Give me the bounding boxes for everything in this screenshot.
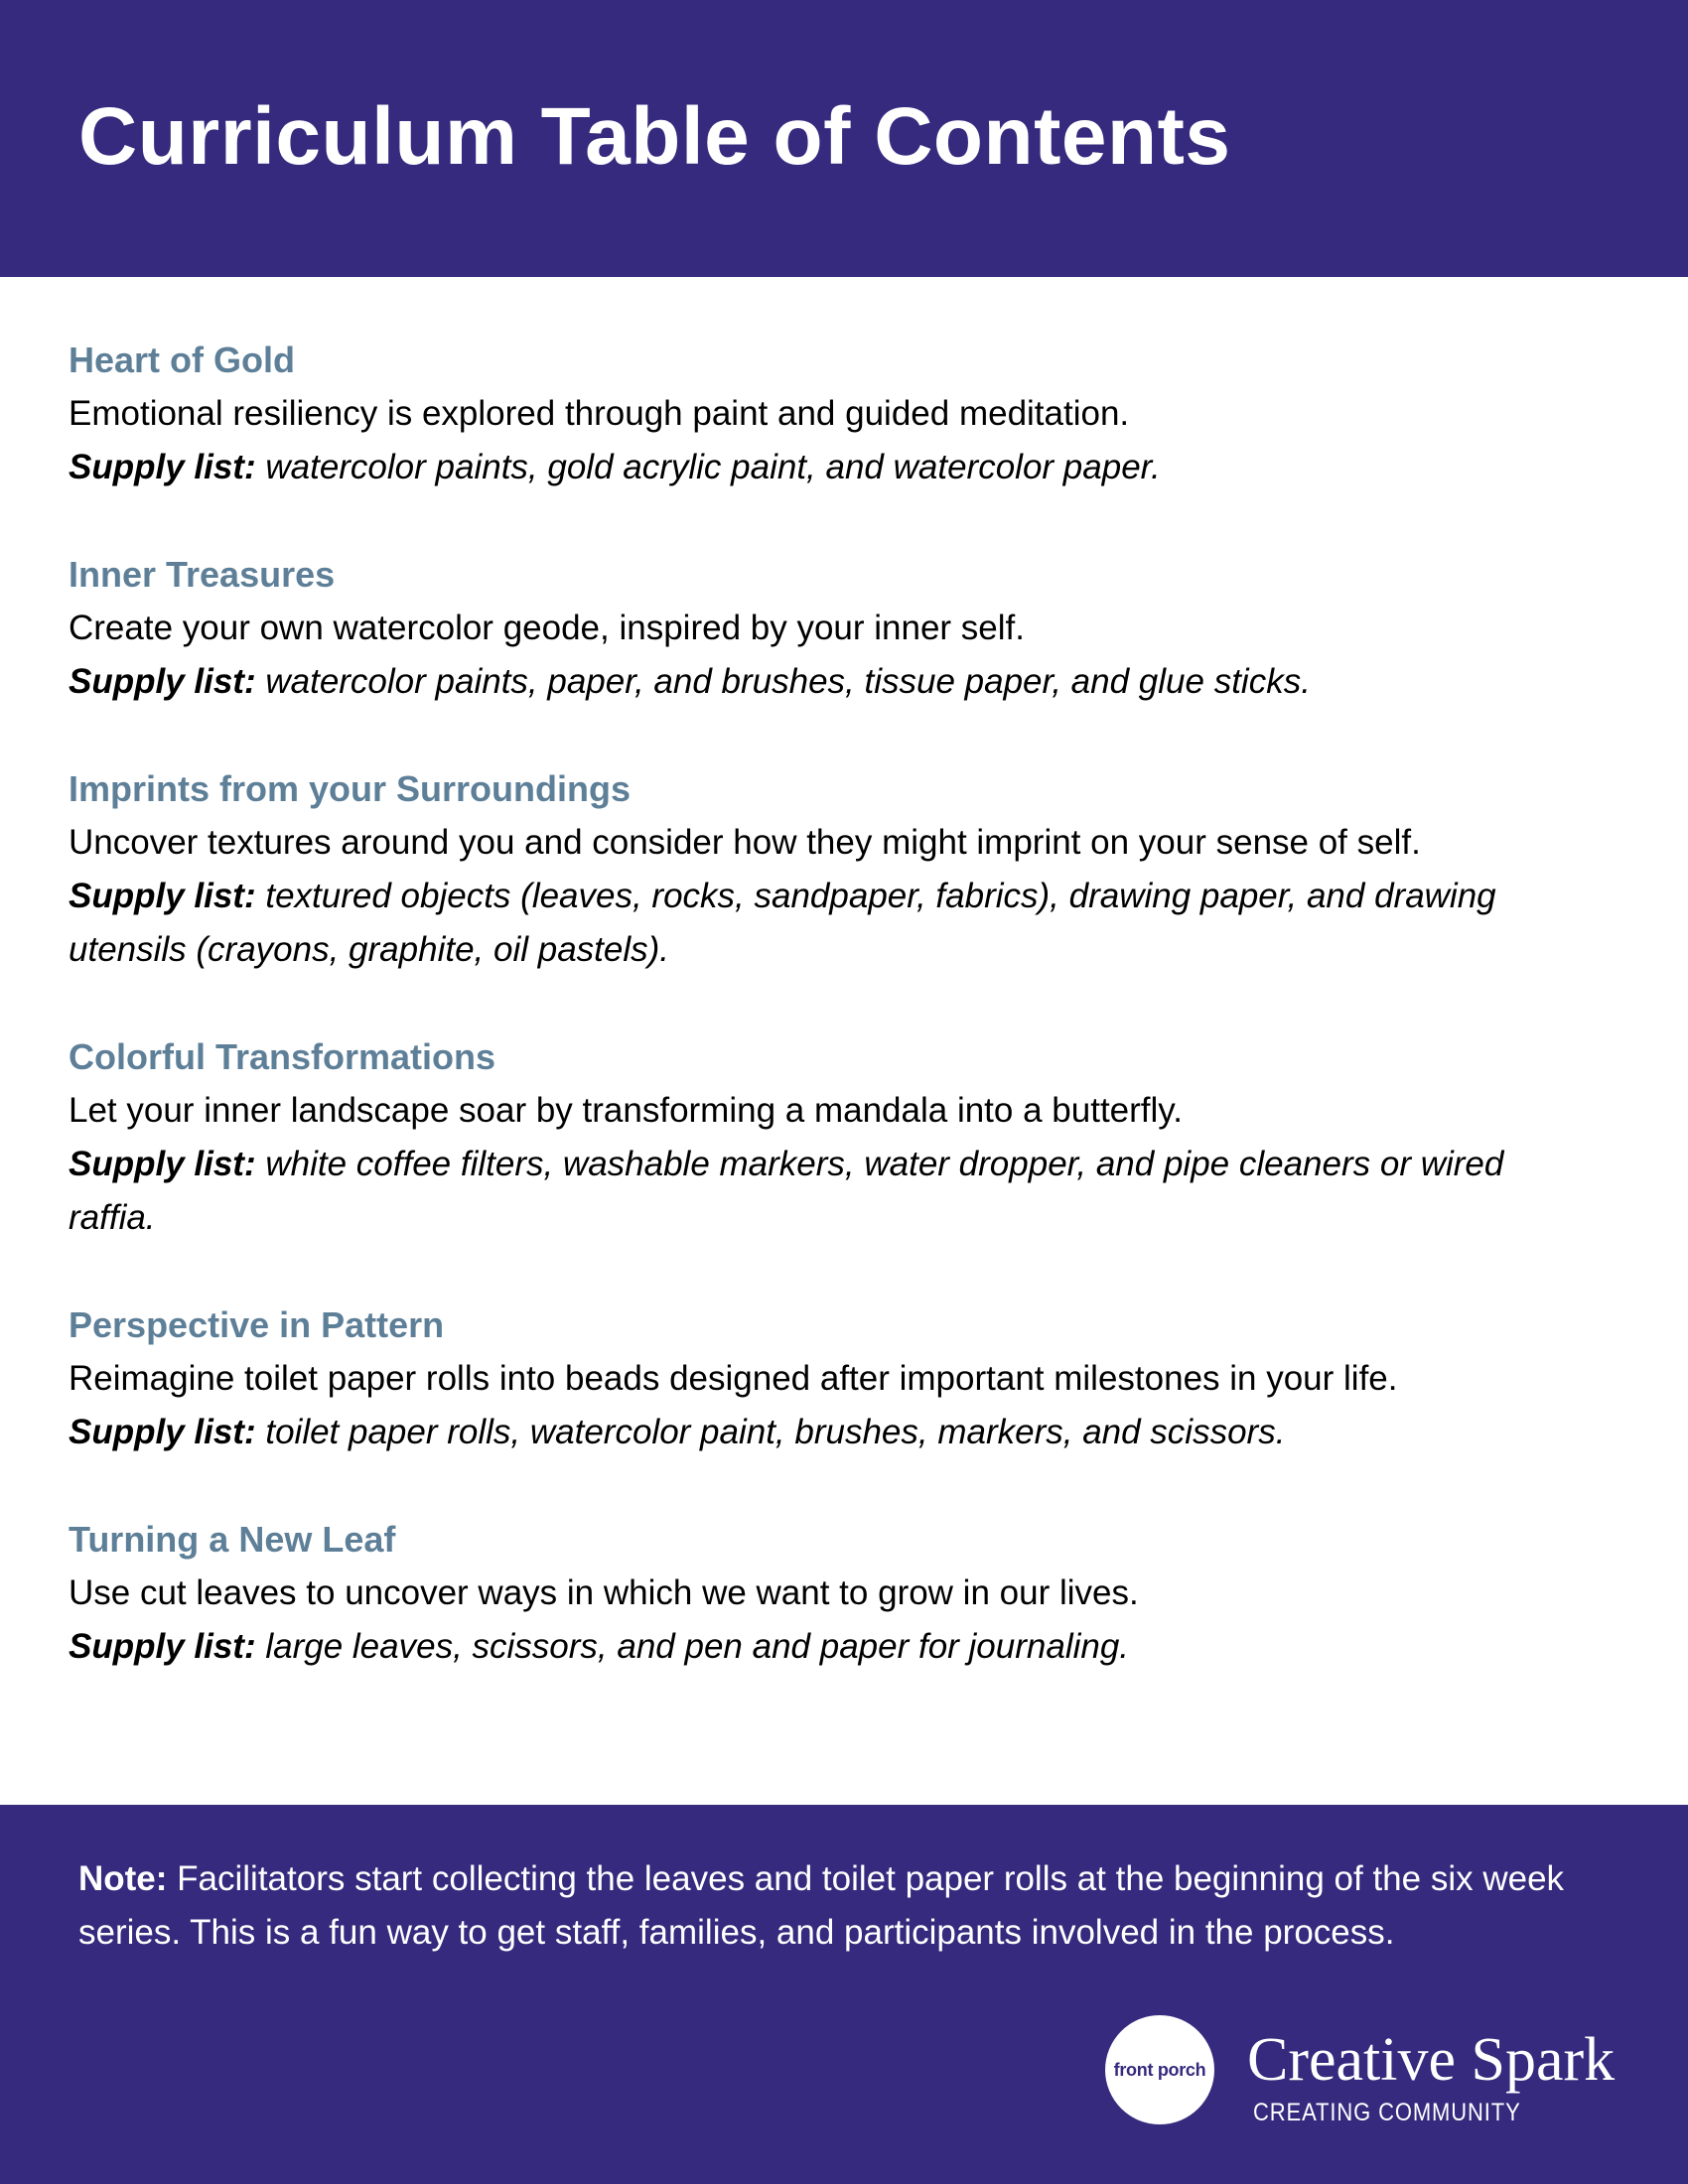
section-title: Imprints from your Surroundings: [69, 768, 632, 809]
curriculum-section: [69, 1030, 1578, 1245]
supply-list-text: large leaves, scissors, and pen and paper for journaling.: [255, 1627, 1130, 1666]
curriculum-section: [69, 762, 1578, 977]
curriculum-section: [69, 334, 1578, 494]
front-porch-logo: [1105, 2015, 1214, 2124]
brand-tagline: CREATING COMMUNITY: [1253, 2099, 1521, 2126]
note-text: Facilitators start collecting the leaves and toilet paper rolls at the beginning of the six week series. This is a fun way to get staff, families, and participants involved in the process.: [78, 1859, 1565, 1952]
curriculum-section: [69, 1298, 1578, 1459]
section-title: Perspective in Pattern: [69, 1304, 445, 1345]
section-title: Inner Treasures: [69, 554, 336, 595]
curriculum-section: [69, 1513, 1578, 1674]
section-title: Colorful Transformations: [69, 1036, 496, 1077]
supply-list: [69, 1620, 1578, 1674]
note-label: Note:: [78, 1859, 168, 1898]
supply-list-label: Supply list:: [69, 448, 256, 486]
section-title: Turning a New Leaf: [69, 1519, 396, 1560]
section-description: Let your inner landscape soar by transforming a mandala into a butterfly.: [69, 1091, 1183, 1130]
supply-list: [69, 655, 1578, 709]
supply-list-text: white coffee filters, washable markers, water dropper, and pipe cleaners or wired raffia.: [69, 1145, 1504, 1237]
section-description: Create your own watercolor geode, inspired by your inner self.: [69, 609, 1025, 647]
supply-list-text: watercolor paints, paper, and brushes, tissue paper, and glue sticks.: [255, 662, 1311, 701]
curriculum-section: [69, 548, 1578, 709]
page-title: Curriculum Table of Contents: [78, 91, 1231, 182]
section-description: Uncover textures around you and consider how they might imprint on your sense of self.: [69, 823, 1421, 862]
header-banner: [0, 0, 1688, 277]
supply-list: [69, 870, 1578, 977]
section-title: Heart of Gold: [69, 340, 296, 380]
supply-list-label: Supply list:: [69, 1413, 256, 1451]
supply-list-label: Supply list:: [69, 1627, 256, 1666]
supply-list-label: Supply list:: [69, 662, 256, 701]
supply-list-text: toilet paper rolls, watercolor paint, brushes, markers, and scissors.: [255, 1413, 1286, 1451]
brand-name: Creative Spark: [1247, 2026, 1616, 2094]
curriculum-list: [69, 334, 1578, 1727]
supply-list: [69, 1406, 1578, 1459]
supply-list: [69, 441, 1578, 494]
facilitator-note: [78, 1852, 1642, 1960]
supply-list-label: Supply list:: [69, 877, 256, 915]
supply-list-text: textured objects (leaves, rocks, sandpaper, fabrics), drawing paper, and drawing utensils (crayons, graphite, oil pastels).: [69, 877, 1496, 969]
supply-list: [69, 1138, 1578, 1245]
section-description: Use cut leaves to uncover ways in which we want to grow in our lives.: [69, 1573, 1139, 1612]
supply-list-text: watercolor paints, gold acrylic paint, and watercolor paper.: [255, 448, 1161, 486]
section-description: Emotional resiliency is explored through paint and guided meditation.: [69, 394, 1130, 433]
supply-list-label: Supply list:: [69, 1145, 256, 1183]
section-description: Reimagine toilet paper rolls into beads designed after important milestones in your life.: [69, 1359, 1398, 1398]
logo-text: front porch: [1113, 2059, 1206, 2080]
